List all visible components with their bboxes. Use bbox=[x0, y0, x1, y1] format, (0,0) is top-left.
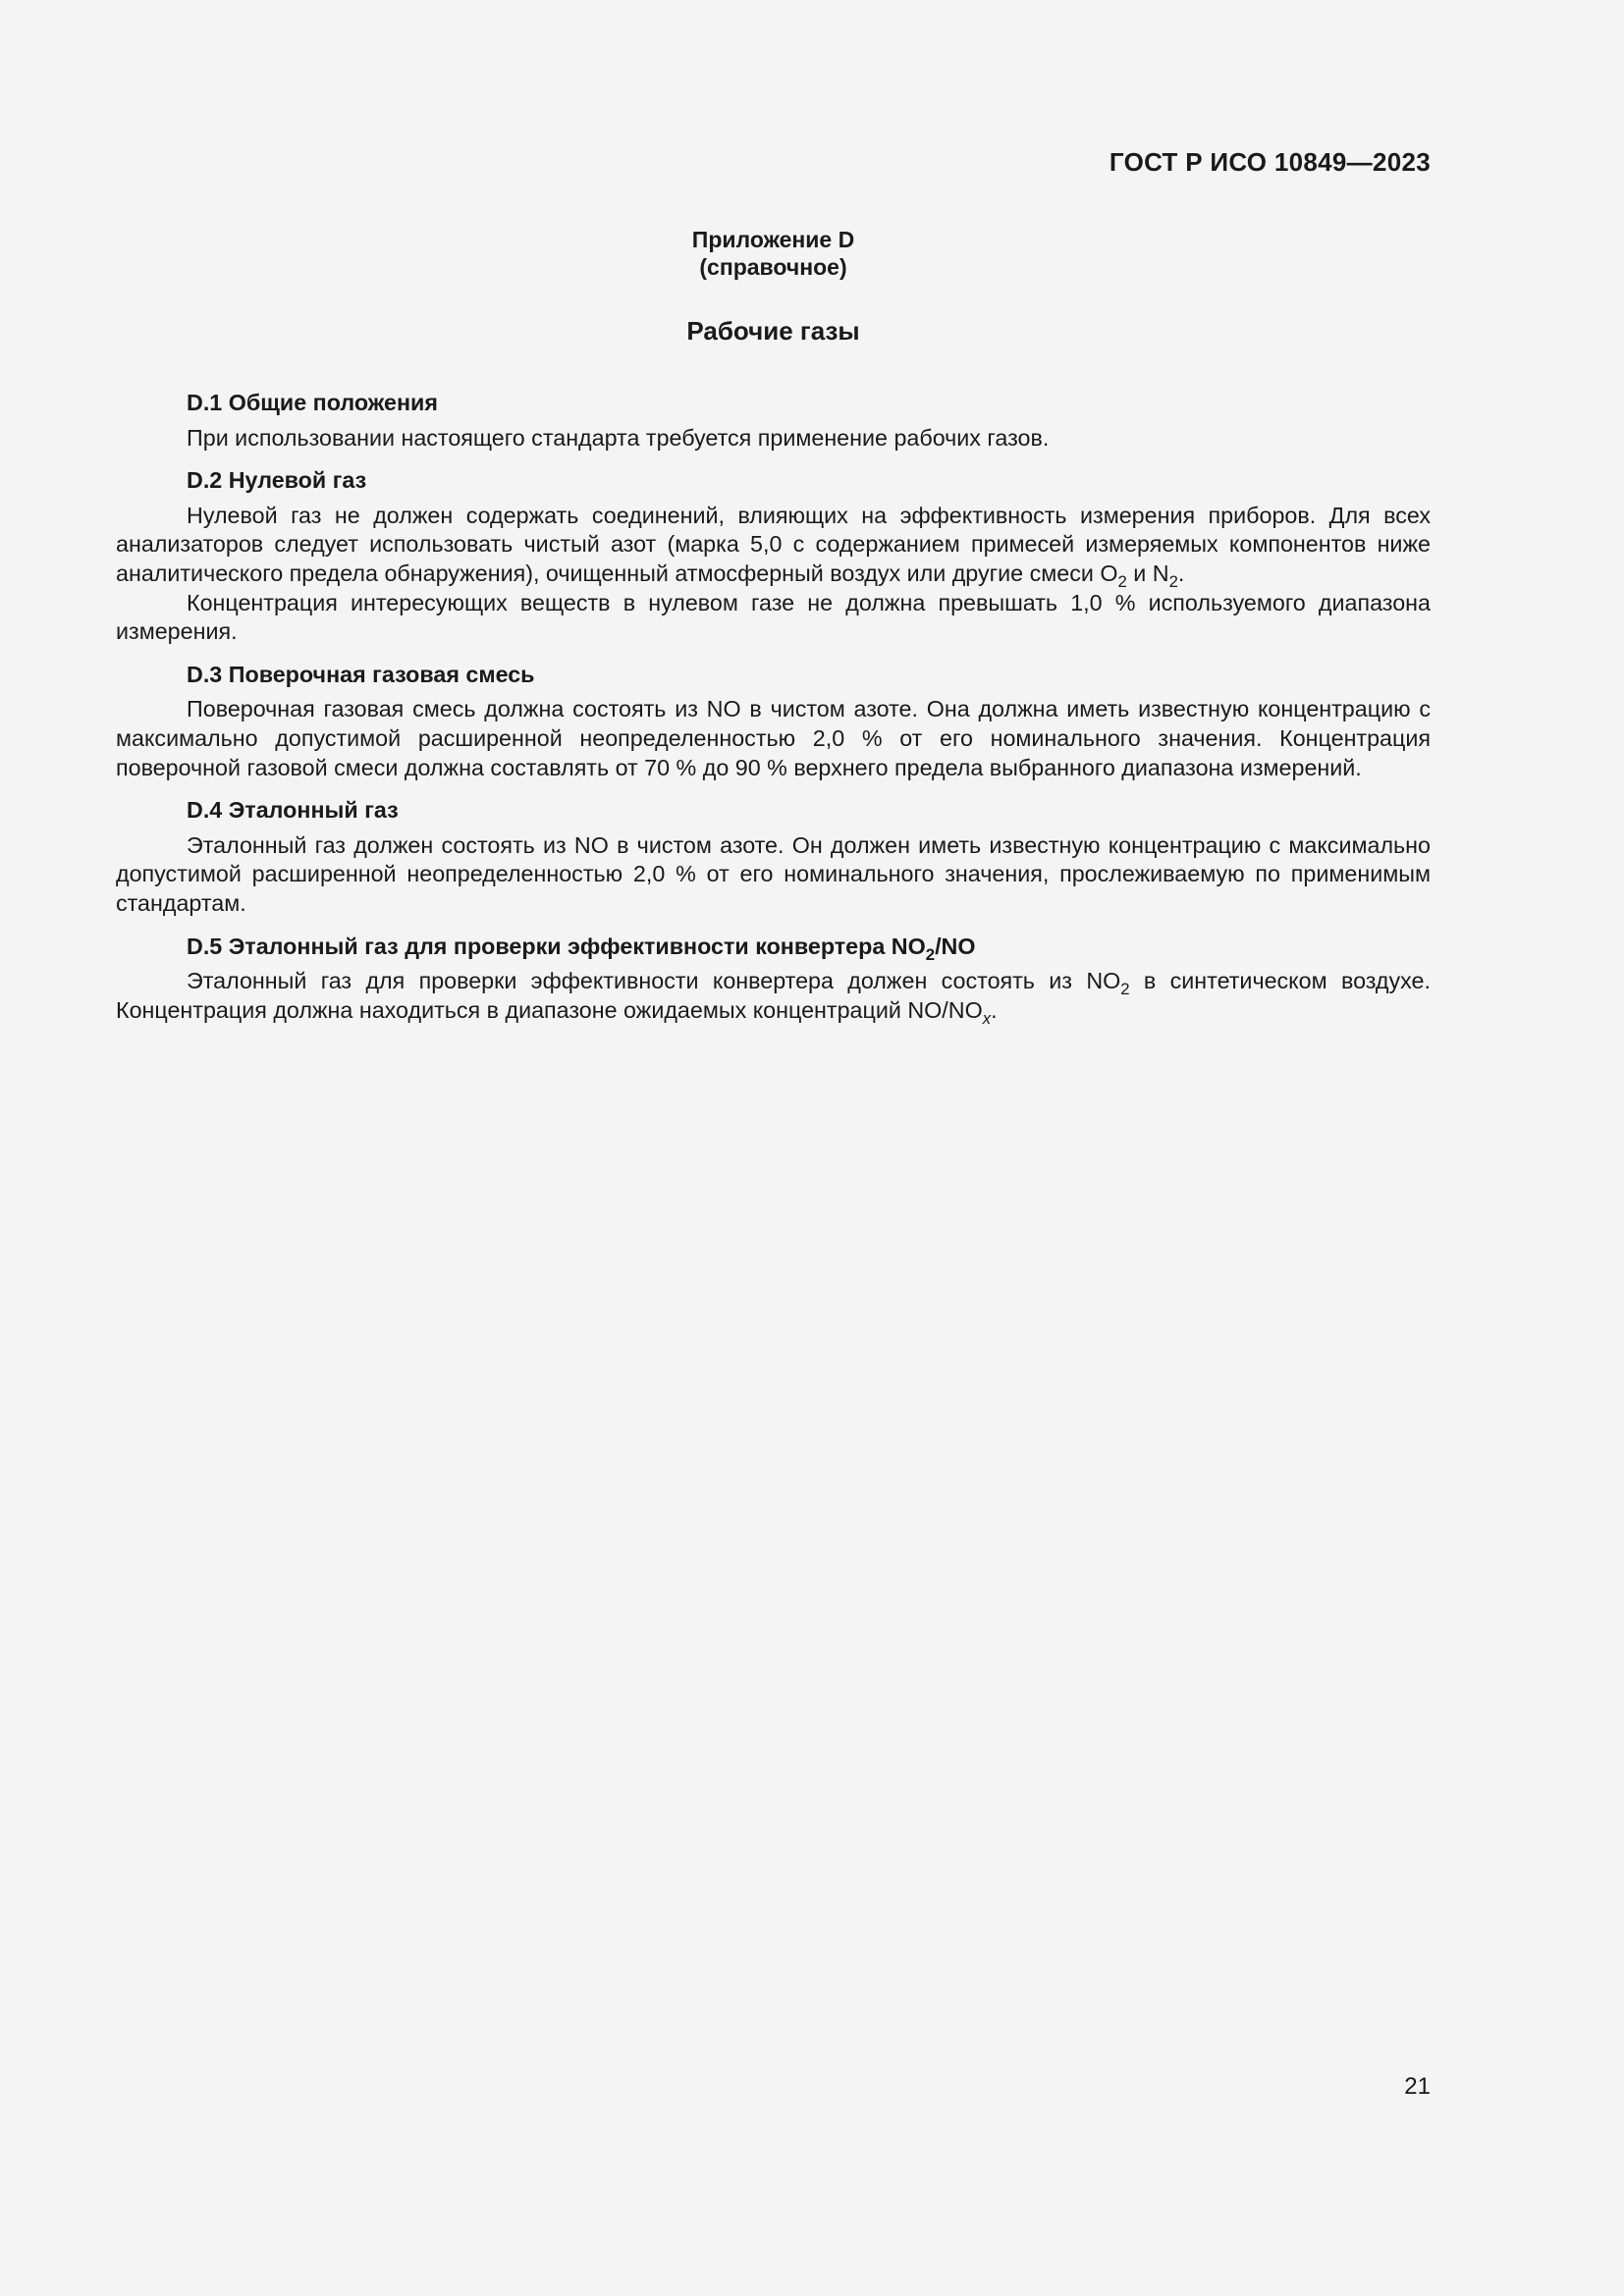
text-run: Нулевой газ не должен содержать соединений, влияющих на эффективность измерения приборов. Для всех анализаторов следует использовать чистый азот (марка 5,0 с содержанием примесей измеряемых компонентов ниже аналитического предела обнаружения), очищенный атмосферный воздух или другие смеси O bbox=[116, 502, 1431, 586]
section-heading-d4: D.4 Эталонный газ bbox=[187, 797, 399, 824]
document-code: ГОСТ Р ИСО 10849—2023 bbox=[1109, 147, 1431, 177]
annex-label: Приложение D bbox=[691, 227, 855, 252]
text-run: в синтетическом воздухе. Концентрация должна находиться в диапазоне ожидаемых концентраций NO/NO bbox=[116, 968, 1431, 1023]
text-run: и N bbox=[1126, 560, 1169, 586]
text-run: D.5 Эталонный газ для проверки эффективности конвертера NO bbox=[187, 933, 926, 959]
text-run: . bbox=[1177, 560, 1185, 586]
section-heading-d2: D.2 Нулевой газ bbox=[187, 467, 367, 494]
text-run: Эталонный газ для проверки эффективности конвертера должен состоять из NO bbox=[187, 968, 1121, 994]
text-run: /NO bbox=[935, 933, 976, 959]
paragraph-d5 bbox=[116, 967, 1431, 1028]
section-heading-d3: D.3 Поверочная газовая смесь bbox=[187, 661, 535, 687]
paragraph-d2-2: Концентрация интересующих веществ в нулевом газе не должна превышать 1,0 % используемого диапазона измерения. bbox=[116, 589, 1431, 645]
subscript: 2 bbox=[1117, 571, 1127, 591]
document-body bbox=[116, 389, 1431, 1028]
text-run: . bbox=[991, 996, 998, 1023]
paragraph-d2-1 bbox=[116, 502, 1431, 589]
annex-title: Рабочие газы bbox=[686, 316, 860, 346]
paragraph-d1: При использовании настоящего стандарта требуется применение рабочих газов. bbox=[187, 424, 1050, 451]
paragraph-d4: Эталонный газ должен состоять из NO в чистом азоте. Он должен иметь известную концентрацию с максимально допустимой расширенной неопределенностью 2,0 % от его номинального значения, прослеживаемую по применимым стандартам. bbox=[116, 831, 1431, 916]
subscript: 2 bbox=[925, 944, 936, 964]
subscript: 2 bbox=[1168, 571, 1178, 591]
annex-kind: (справочное) bbox=[699, 254, 847, 280]
page-number: 21 bbox=[1404, 2073, 1431, 2100]
subscript: x bbox=[982, 1008, 992, 1028]
annex-heading bbox=[116, 226, 1431, 281]
subscript: 2 bbox=[1120, 979, 1130, 998]
section-heading-d1: D.1 Общие положения bbox=[187, 390, 438, 415]
section-heading-d5 bbox=[116, 933, 1431, 962]
paragraph-d3: Поверочная газовая смесь должна состоять из NO в чистом азоте. Она должна иметь известную концентрацию с максимально допустимой расширенной неопределенностью 2,0 % от его номинального значения. Концентрация поверочной газовой смеси должна составлять от 70 % до 90 % верхнего предела выбранного диапазона измерений. bbox=[116, 696, 1431, 780]
